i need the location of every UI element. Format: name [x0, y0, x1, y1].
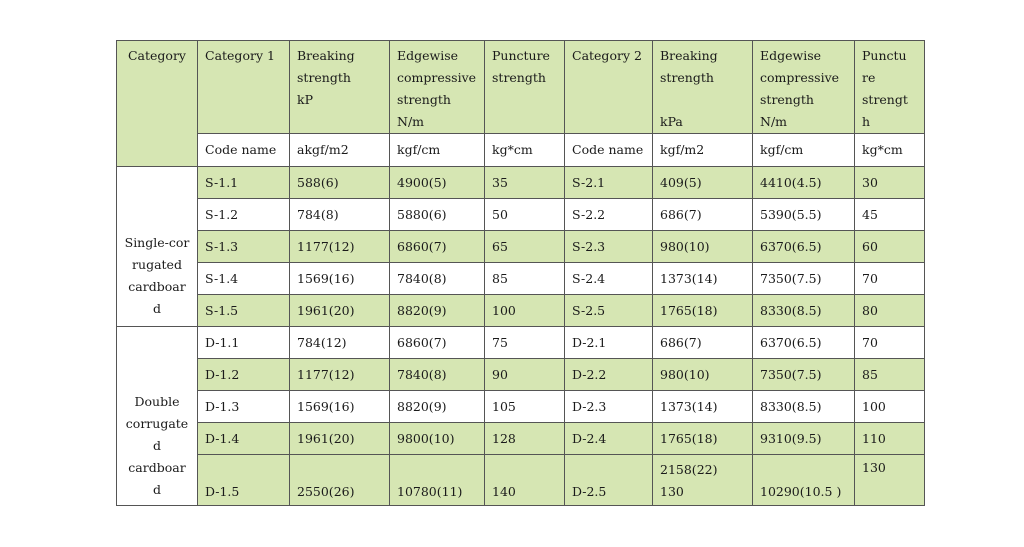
puncture2-unit: kg*cm: [855, 134, 925, 167]
table-cell: 7350(7.5): [753, 263, 855, 295]
table-row: [117, 199, 925, 231]
cardboard-strength-table: [116, 40, 925, 506]
table-cell: 686(7): [653, 199, 753, 231]
table-cell: 1177(12): [290, 359, 390, 391]
table-cell: 1177(12): [290, 231, 390, 263]
table-cell: S-2.5: [565, 295, 653, 327]
code2-unit: Code name: [565, 134, 653, 167]
table-cell: 10290(10.5 ): [753, 455, 855, 506]
table-cell: S-2.2: [565, 199, 653, 231]
table-cell: S-2.3: [565, 231, 653, 263]
table-cell: 2550(26): [290, 455, 390, 506]
table-cell: 75: [485, 327, 565, 359]
table-cell: D-1.1: [198, 327, 290, 359]
table-cell: 65: [485, 231, 565, 263]
table-cell: 980(10): [653, 359, 753, 391]
table-cell: 130: [855, 455, 925, 506]
table-cell: D-1.2: [198, 359, 290, 391]
table-cell: 1961(20): [290, 423, 390, 455]
table-cell: 85: [855, 359, 925, 391]
table-cell: S-1.1: [198, 167, 290, 199]
table-cell: 7350(7.5): [753, 359, 855, 391]
table-cell: 8820(9): [390, 391, 485, 423]
table-cell: 70: [855, 263, 925, 295]
table-cell: D-2.5: [565, 455, 653, 506]
table-cell: 4900(5): [390, 167, 485, 199]
table-cell: 45: [855, 199, 925, 231]
table-cell: 60: [855, 231, 925, 263]
table-cell: 409(5): [653, 167, 753, 199]
table-cell: 140: [485, 455, 565, 506]
edgewise1-unit: kgf/cm: [390, 134, 485, 167]
table-cell: D-1.5: [198, 455, 290, 506]
table-cell: 1961(20): [290, 295, 390, 327]
table-cell: 784(8): [290, 199, 390, 231]
table-cell: 30: [855, 167, 925, 199]
table-cell: 1373(14): [653, 391, 753, 423]
group-label-single: Single-cor rugated cardboar d: [117, 167, 198, 327]
table-row: [117, 423, 925, 455]
table-cell: 100: [855, 391, 925, 423]
category2-header: Category 2: [565, 41, 653, 134]
table-cell: S-1.5: [198, 295, 290, 327]
edgewise1-header: Edgewise compressive strength N/m: [390, 41, 485, 134]
table-cell: 1765(18): [653, 295, 753, 327]
table-cell: D-2.3: [565, 391, 653, 423]
table-cell: S-1.3: [198, 231, 290, 263]
breaking2-header: Breaking strength kPa: [653, 41, 753, 134]
table-row: [117, 263, 925, 295]
table-cell: 686(7): [653, 327, 753, 359]
table-cell: 10780(11): [390, 455, 485, 506]
table-row: [117, 167, 925, 199]
breaking1-unit: akgf/m2: [290, 134, 390, 167]
puncture1-header: Puncture strength: [485, 41, 565, 134]
table-cell: 50: [485, 199, 565, 231]
table-container: [116, 40, 925, 506]
table-cell: D-1.3: [198, 391, 290, 423]
table-cell: 100: [485, 295, 565, 327]
table-cell: D-2.1: [565, 327, 653, 359]
breaking1-header: Breaking strength kP: [290, 41, 390, 134]
table-row: [117, 327, 925, 359]
table-cell: 1569(16): [290, 391, 390, 423]
units-row: [117, 134, 925, 167]
table-row: [117, 359, 925, 391]
table-cell: 6370(6.5): [753, 327, 855, 359]
table-cell: 8330(8.5): [753, 391, 855, 423]
table-cell: 7840(8): [390, 263, 485, 295]
table-cell: 9310(9.5): [753, 423, 855, 455]
table-cell: 5390(5.5): [753, 199, 855, 231]
table-cell: D-2.4: [565, 423, 653, 455]
table-cell: 105: [485, 391, 565, 423]
breaking2-unit: kgf/m2: [653, 134, 753, 167]
table-cell: 4410(4.5): [753, 167, 855, 199]
table-row: [117, 231, 925, 263]
table-cell: 6860(7): [390, 327, 485, 359]
table-cell: 80: [855, 295, 925, 327]
puncture1-unit: kg*cm: [485, 134, 565, 167]
puncture2-header: Punctu re strengt h: [855, 41, 925, 134]
code1-unit: Code name: [198, 134, 290, 167]
table-cell: 1569(16): [290, 263, 390, 295]
table-cell: 1765(18): [653, 423, 753, 455]
table-cell: 8330(8.5): [753, 295, 855, 327]
table-row: [117, 391, 925, 423]
edgewise2-header: Edgewise compressive strength N/m: [753, 41, 855, 134]
table-cell: 85: [485, 263, 565, 295]
table-cell: S-2.1: [565, 167, 653, 199]
table-cell: D-1.4: [198, 423, 290, 455]
table-cell: 588(6): [290, 167, 390, 199]
table-cell: S-2.4: [565, 263, 653, 295]
table-cell: 70: [855, 327, 925, 359]
table-cell: S-1.4: [198, 263, 290, 295]
table-cell: 9800(10): [390, 423, 485, 455]
table-cell: 35: [485, 167, 565, 199]
category1-header: Category 1: [198, 41, 290, 134]
table-cell: 110: [855, 423, 925, 455]
table-cell: D-2.2: [565, 359, 653, 391]
table-cell: S-1.2: [198, 199, 290, 231]
group-label-double: Double corrugate d cardboar d: [117, 327, 198, 506]
edgewise2-unit: kgf/cm: [753, 134, 855, 167]
table-cell: 8820(9): [390, 295, 485, 327]
table-cell: 90: [485, 359, 565, 391]
table-cell: 7840(8): [390, 359, 485, 391]
table-cell: 5880(6): [390, 199, 485, 231]
table-cell: 1373(14): [653, 263, 753, 295]
header-row: [117, 41, 925, 134]
table-cell: 6370(6.5): [753, 231, 855, 263]
table-cell: 2158(22) 130: [653, 455, 753, 506]
table-cell: 6860(7): [390, 231, 485, 263]
category-header: Category: [117, 41, 198, 167]
table-row: [117, 295, 925, 327]
table-row: [117, 455, 925, 506]
table-cell: 980(10): [653, 231, 753, 263]
table-cell: 128: [485, 423, 565, 455]
table-cell: 784(12): [290, 327, 390, 359]
